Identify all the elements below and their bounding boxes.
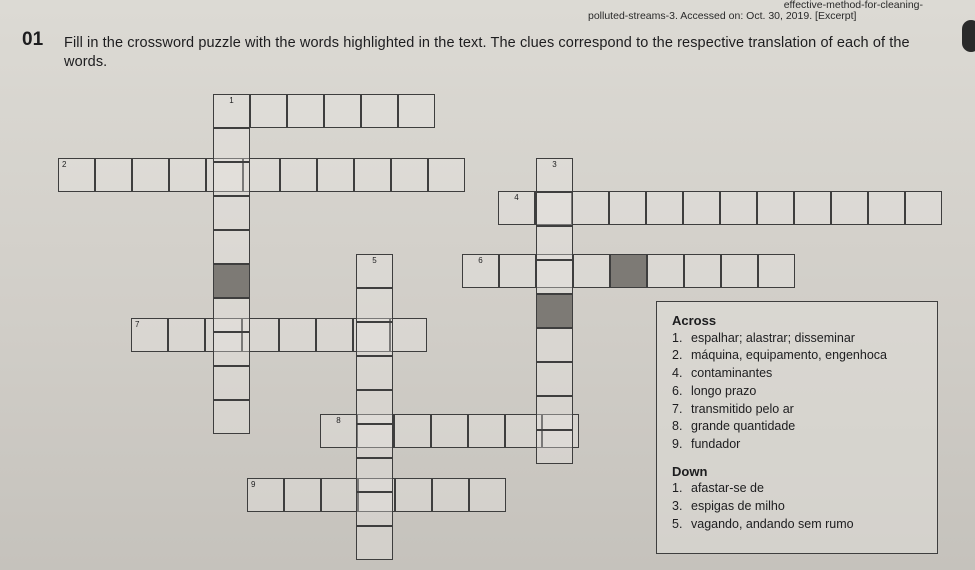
grid-cell[interactable]: [468, 414, 505, 448]
clue-across-7: 7. transmitido pelo ar: [672, 401, 794, 416]
clue-across-6: 6. longo prazo: [672, 383, 757, 398]
clue-down-5: 5. vagando, andando sem rumo: [672, 516, 854, 531]
grid-number-2: 2: [62, 160, 67, 169]
grid-cell[interactable]: [95, 158, 132, 192]
grid-cell[interactable]: [213, 332, 250, 366]
grid-cell[interactable]: [499, 254, 536, 288]
grid-cell[interactable]: [536, 260, 573, 294]
grid-number-5: 5: [372, 256, 377, 265]
grid-cell[interactable]: [720, 191, 757, 225]
clue-box: [656, 301, 938, 554]
grid-cell[interactable]: [831, 191, 868, 225]
grid-cell[interactable]: [572, 191, 609, 225]
grid-cell[interactable]: [573, 254, 610, 288]
grid-cell[interactable]: [394, 414, 431, 448]
grid-cell-shaded: [536, 294, 573, 328]
grid-cell[interactable]: [284, 478, 321, 512]
citation-url-fragment: effective-method-for-cleaning-: [783, 0, 923, 11]
grid-cell[interactable]: [684, 254, 721, 288]
grid-cell[interactable]: [536, 396, 573, 430]
grid-cell[interactable]: [132, 158, 169, 192]
clue-across-4: 4. contaminantes: [672, 366, 773, 381]
grid-cell-shaded: [610, 254, 647, 288]
grid-cell[interactable]: [398, 94, 435, 128]
grid-cell[interactable]: [432, 478, 469, 512]
grid-cell[interactable]: [250, 94, 287, 128]
grid-cell[interactable]: [431, 414, 468, 448]
clue-down-1: 1. afastar-se de: [672, 481, 764, 496]
grid-cell-shaded: [213, 264, 250, 298]
grid-cell[interactable]: [280, 158, 317, 192]
grid-cell[interactable]: [356, 424, 393, 458]
grid-number-8: 8: [336, 416, 341, 425]
grid-cell[interactable]: [317, 158, 354, 192]
grid-cell[interactable]: [469, 478, 506, 512]
grid-cell[interactable]: [536, 430, 573, 464]
grid-cell[interactable]: [356, 356, 393, 390]
grid-cell[interactable]: [354, 158, 391, 192]
grid-cell[interactable]: [361, 94, 398, 128]
grid-cell[interactable]: [356, 458, 393, 492]
exercise-number: 01: [22, 29, 44, 50]
grid-cell[interactable]: [168, 318, 205, 352]
across-heading: Across: [672, 313, 717, 328]
grid-number-6: 6: [478, 256, 483, 265]
citation-text: polluted-streams-3. Accessed on: Oct. 30, 2019. [Excerpt]: [588, 10, 857, 22]
grid-cell[interactable]: [609, 191, 646, 225]
grid-cell[interactable]: [356, 492, 393, 526]
grid-cell[interactable]: [213, 230, 250, 264]
grid-cell[interactable]: [758, 254, 795, 288]
grid-cell[interactable]: [213, 298, 250, 332]
exercise-instructions: Fill in the crossword puzzle with the words highlighted in the text. The clues correspond to the respective translation of each of the words.: [64, 35, 910, 70]
grid-cell[interactable]: [213, 128, 250, 162]
grid-cell[interactable]: [356, 288, 393, 322]
clue-across-1: 1. espalhar; alastrar; disseminar: [672, 330, 855, 345]
clue-down-3: 3. espigas de milho: [672, 499, 785, 514]
grid-cell[interactable]: [213, 162, 250, 196]
down-heading: Down: [672, 463, 708, 479]
grid-cell[interactable]: [757, 191, 794, 225]
grid-number-4: 4: [514, 193, 519, 202]
grid-cell[interactable]: [213, 366, 250, 400]
grid-cell[interactable]: [794, 191, 831, 225]
grid-cell[interactable]: [169, 158, 206, 192]
grid-cell[interactable]: [316, 318, 353, 352]
grid-number-3: 3: [552, 160, 557, 169]
grid-number-7: 7: [135, 320, 140, 329]
grid-cell[interactable]: [321, 478, 358, 512]
grid-cell[interactable]: [646, 191, 683, 225]
grid-cell[interactable]: [356, 390, 393, 424]
grid-cell[interactable]: [213, 400, 250, 434]
grid-cell[interactable]: [390, 318, 427, 352]
clue-across-9: 9. fundador: [672, 436, 741, 451]
grid-cell[interactable]: [428, 158, 465, 192]
grid-cell[interactable]: [279, 318, 316, 352]
grid-cell[interactable]: [324, 94, 361, 128]
grid-cell[interactable]: [536, 362, 573, 396]
grid-cell[interactable]: [905, 191, 942, 225]
grid-cell[interactable]: [536, 226, 573, 260]
grid-cell[interactable]: [287, 94, 324, 128]
grid-cell[interactable]: [356, 322, 393, 356]
clue-across-2: 2. máquina, equipamento, engenhoca: [672, 348, 887, 363]
grid-cell[interactable]: [213, 196, 250, 230]
grid-cell[interactable]: [721, 254, 758, 288]
grid-cell[interactable]: [647, 254, 684, 288]
grid-cell[interactable]: [391, 158, 428, 192]
grid-cell[interactable]: [683, 191, 720, 225]
grid-cell[interactable]: [395, 478, 432, 512]
grid-cell[interactable]: [536, 192, 573, 226]
grid-cell[interactable]: [868, 191, 905, 225]
grid-cell[interactable]: [356, 526, 393, 560]
clue-across-8: 8. grande quantidade: [672, 419, 796, 434]
grid-number-9: 9: [251, 480, 256, 489]
grid-cell[interactable]: [536, 328, 573, 362]
grid-number-1: 1: [229, 96, 234, 105]
